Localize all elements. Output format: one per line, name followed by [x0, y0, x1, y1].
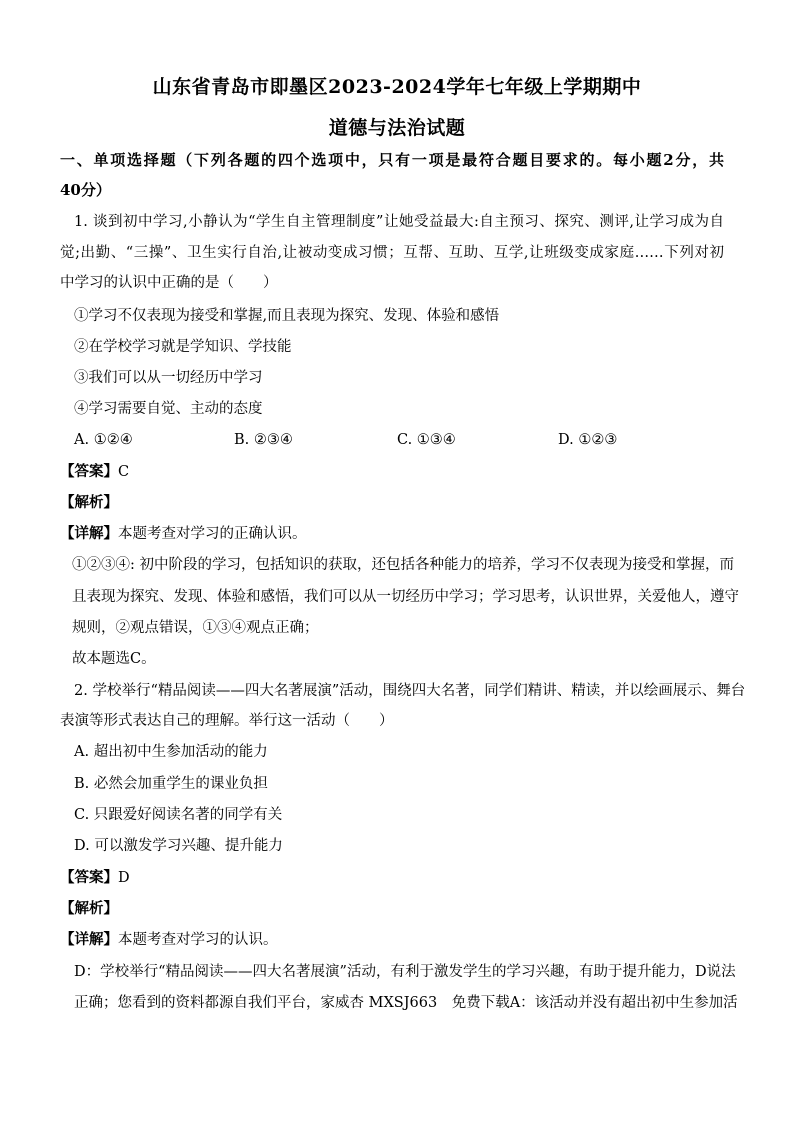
q2-option-b: B. 必然会加重学生的课业负担 [74, 776, 268, 792]
q1-conclusion: 故本题选C。 [72, 651, 156, 667]
q1-option-b: B. ②③④ [234, 432, 293, 448]
q1-statement-2: ②在学校学习就是学知识、学技能 [74, 339, 292, 355]
q1-statement-1: ①学习不仅表现为接受和掌握,而且表现为探究、发现、体验和感悟 [74, 308, 500, 324]
q1-statement-3: ③我们可以从一切经历中学习 [74, 370, 263, 386]
q1-explanation-line3: 规则，②观点错误，①③④观点正确； [72, 620, 319, 636]
q1-explanation-line2: 且表现为探究、发现、体验和感悟，我们可以从一切经历中学习；学习思考，认识世界，关爱他人，遵守 [72, 589, 739, 605]
q2-option-a: A. 超出初中生参加活动的能力 [74, 744, 268, 760]
q1-option-c: C. ①③④ [397, 432, 456, 448]
detail-label: 【详解】 [60, 931, 118, 948]
q2-answer [60, 868, 710, 888]
q2-option-d: D. 可以激发学习兴趣、提升能力 [74, 838, 283, 854]
exam-title: 山东省青岛市即墨区2023-2024学年七年级上学期期中 [152, 76, 642, 98]
answer-label: 【答案】 [60, 463, 118, 480]
section-heading-cont: 40分） [60, 181, 111, 199]
exam-subtitle: 道德与法治试题 [328, 117, 466, 139]
section-heading: 一、单项选择题（下列各题的四个选项中，只有一项是最符合题目要求的。每小题2分，共 [60, 151, 724, 169]
q1-stem-line3: 中学习的认识中正确的是（ ） [60, 275, 278, 291]
q1-detail [60, 524, 710, 544]
q1-statement-4: ④学习需要自觉、主动的态度 [74, 401, 263, 417]
q1-answer [60, 462, 710, 482]
detail-text: 本题考查对学习的正确认识。 [118, 526, 307, 542]
answer-value: C [118, 464, 130, 480]
answer-label: 【答案】 [60, 869, 118, 886]
q2-stem-line1: 2. 学校举行“精品阅读——四大名著展演”活动，围绕四大名著，同学们精讲、精读，并以绘画展示、舞台 [74, 683, 746, 699]
detail-text: 本题考查对学习的认识。 [118, 932, 278, 948]
q1-explanation-line1: ①②③④: 初中阶段的学习，包括知识的获取，还包括各种能力的培养，学习不仅表现为接受和掌握，而 [72, 557, 734, 573]
q2-option-c: C. 只跟爱好阅读名著的同学有关 [74, 807, 283, 823]
q2-stem-line2: 表演等形式表达自己的理解。举行这一活动（ ） [60, 713, 394, 729]
detail-label: 【详解】 [60, 525, 118, 542]
answer-value: D [118, 870, 130, 886]
q1-option-d: D. ①②③ [558, 432, 618, 448]
q2-explanation-line1: D：学校举行“精品阅读——四大名著展演”活动，有利于激发学生的学习兴趣，有助于提升能力，D说法 [74, 964, 736, 980]
q1-option-a: A. ①②④ [74, 432, 133, 448]
q1-stem-line2: 觉;出勤、“三操”、卫生实行自治,让被动变成习惯；互帮、互助、互学,让班级变成家庭……下列对初 [60, 245, 724, 261]
q1-stem-line1: 1. 谈到初中学习,小静认为“学生自主管理制度”让她受益最大:自主预习、探究、测评,让学习成为自 [74, 214, 724, 230]
q2-explanation-line2: 正确；您看到的资料都源自我们平台，家威杏 MXSJ663 免费下载A：该活动并没有超出初中生参加活 [74, 995, 738, 1011]
q2-analysis-label: 【解析】 [60, 900, 118, 917]
q2-detail [60, 930, 710, 950]
q1-analysis-label: 【解析】 [60, 494, 118, 511]
